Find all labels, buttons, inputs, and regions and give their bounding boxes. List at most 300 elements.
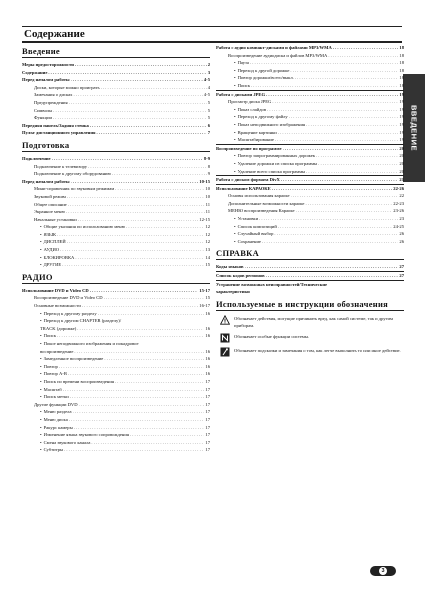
toc-entry-page: 17 <box>205 386 210 392</box>
toc-entry-label: • БЛОКИРОВКА <box>40 254 74 262</box>
toc-leader-dots <box>75 254 204 262</box>
toc-leader-dots <box>306 168 398 176</box>
toc-entry-label: • Общие указания по использованию меню <box>40 223 125 231</box>
toc-leader-dots <box>71 178 199 186</box>
toc-entry-page: 16 <box>205 348 210 354</box>
toc-entry <box>22 287 210 295</box>
toc-entry-label: Экранное меню <box>34 209 65 215</box>
toc-entry-page: 16 <box>205 325 210 331</box>
toc-entry-label: Предупреждения <box>34 99 68 105</box>
toc-entry-page: 15-17 <box>199 287 210 293</box>
toc-entry-page: 17 <box>205 447 210 453</box>
toc-entry-label: Воспроизведение DVD и Video CD <box>34 295 103 301</box>
toc-entry-label: • АУДИО <box>40 246 59 254</box>
toc-leader-dots <box>69 99 207 107</box>
toc-entry <box>22 76 210 84</box>
toc-entry-page: 17 <box>205 394 210 400</box>
toc-entry-page: 12-15 <box>199 216 210 222</box>
toc-leader-dots <box>52 155 203 163</box>
toc-leader-dots <box>115 378 204 386</box>
toc-entry-label: • Переход к другой дорожке <box>234 67 289 75</box>
toc-leader-dots <box>290 67 398 75</box>
toc-entry <box>216 215 404 223</box>
toc-entry-label: • Меню диска <box>40 416 68 424</box>
toc-leader-dots <box>266 91 398 99</box>
toc-leader-dots <box>57 332 204 340</box>
toc-entry <box>216 280 404 289</box>
toc-entry <box>22 91 210 99</box>
toc-entry <box>22 355 210 363</box>
toc-entry <box>22 122 210 130</box>
toc-leader-dots <box>69 416 205 424</box>
toc-entry <box>22 163 210 171</box>
toc-leader-dots <box>75 61 207 69</box>
toc-entry-label: • Установки <box>234 215 258 223</box>
toc-entry-page: 16 <box>205 371 210 377</box>
toc-leader-dots <box>64 446 204 454</box>
tip-icon <box>220 347 230 357</box>
toc-section <box>22 140 210 269</box>
toc-leader-dots <box>77 325 204 333</box>
toc-entry <box>22 294 210 302</box>
toc-entry-page: 27 <box>399 264 404 270</box>
toc-leader-dots <box>96 129 206 137</box>
toc-leader-dots <box>318 160 398 168</box>
toc-leader-dots <box>272 185 393 193</box>
toc-leader-dots <box>70 393 205 401</box>
toc-entry-page: 13 <box>205 247 210 253</box>
page-number-badge <box>370 566 396 576</box>
toc-leader-dots <box>73 408 205 416</box>
toc-leader-dots <box>245 263 399 271</box>
toc-leader-dots <box>251 82 398 90</box>
toc-leader-dots <box>130 431 204 439</box>
toc-entry-page: 22-23 <box>393 200 404 206</box>
toc-entry-label: • Показ слайдов <box>234 106 266 114</box>
toc-entry-page: 6 <box>207 122 210 128</box>
toc-leader-dots <box>68 370 205 378</box>
left-column <box>22 44 210 457</box>
toc-entry <box>22 69 210 77</box>
toc-entry <box>22 317 210 325</box>
toc-entry-page: 20 <box>399 153 404 159</box>
toc-entry <box>22 401 210 409</box>
toc-entry-label: • Замедленное воспроизведение <box>40 355 103 363</box>
toc-entry <box>216 263 404 271</box>
toc-entry-label: • Случайный выбор <box>234 230 273 238</box>
toc-entry-label: Дополнительные возможности караоке <box>228 200 305 206</box>
toc-entry <box>22 84 210 92</box>
toc-entry-page: 11 <box>205 201 210 207</box>
toc-entry-page: 18 <box>399 52 404 58</box>
toc-entry-label: Основы использования караоке <box>228 193 290 199</box>
toc-leader-dots <box>305 200 392 208</box>
toc-leader-dots <box>62 261 204 269</box>
toc-entry-page: 17 <box>205 432 210 438</box>
toc-entry-page: 19 <box>399 129 404 135</box>
toc-entry <box>216 106 404 114</box>
toc-entry <box>22 201 210 209</box>
toc-entry-page: 12 <box>205 231 210 237</box>
toc-leader-dots <box>112 170 207 178</box>
toc-entry-page: 18 <box>399 45 404 50</box>
toc-entry-label: • Поиск <box>40 332 56 340</box>
toc-leader-dots <box>115 185 204 193</box>
toc-leader-dots <box>104 355 204 363</box>
toc-entry-page: 19 <box>399 91 404 97</box>
toc-entry-label: • Повтор дорожки/всего/выкл. <box>234 74 294 82</box>
toc-entry-page: 18 <box>399 67 404 73</box>
toc-leader-dots <box>283 145 399 153</box>
toc-leader-dots <box>53 107 207 115</box>
toc-entry-label: • Список композиций <box>234 223 277 231</box>
toc-entry <box>216 74 404 82</box>
toc-entry <box>216 90 404 99</box>
toc-entry <box>216 184 404 193</box>
symbol-item <box>216 315 404 329</box>
toc-entry <box>22 178 210 186</box>
toc-entry <box>22 246 210 254</box>
toc-leader-dots <box>266 272 399 280</box>
toc-entry-label: • Смена звукового канала <box>40 439 90 447</box>
toc-section <box>22 46 210 137</box>
toc-entry-label: Общее описание <box>34 201 67 207</box>
toc-leader-dots <box>90 287 199 295</box>
toc-leader-dots <box>278 129 399 137</box>
toc-entry <box>216 144 404 153</box>
toc-leader-dots <box>98 310 205 318</box>
toc-entry-label: воспроизведение <box>40 348 74 354</box>
toc-entry-label: Список кодов регионов <box>216 273 265 279</box>
toc-entry <box>22 261 210 269</box>
toc-leader-dots <box>88 163 207 171</box>
toc-entry-label: Работа с аудио компакт-дисками и файлами MP3/WMA <box>216 45 332 50</box>
toc-entry-page: 24-25 <box>393 223 404 229</box>
toc-entry-label: • Показ неподвижного изображения <box>234 121 305 129</box>
header-bar <box>22 26 402 43</box>
toc-entry <box>22 310 210 318</box>
toc-entry-label: Диски, которые можно проиграть <box>34 84 100 90</box>
toc-entry-page: 10-15 <box>199 178 210 184</box>
toc-leader-dots <box>73 91 202 99</box>
symbols-list <box>216 315 404 357</box>
toc-entry <box>216 168 404 176</box>
toc-entry-label: • Удаление всего списка программы <box>234 168 305 176</box>
toc-leader-dots <box>274 230 398 238</box>
toc-entry-label: Использование КАРАОКЕ <box>216 185 271 191</box>
toc-entry-page: 19 <box>399 121 404 127</box>
symbols-section <box>216 299 404 357</box>
toc-entry-page: 17 <box>205 378 210 384</box>
toc-leader-dots <box>306 121 398 129</box>
toc-leader-dots <box>60 246 204 254</box>
section-title: Подготовка <box>22 140 210 152</box>
toc-entry-page: 26 <box>399 238 404 244</box>
toc-leader-dots <box>57 231 204 239</box>
toc-entry-label: Работа с диском формата DivX <box>216 177 280 183</box>
toc-entry-label: • Масштабирование <box>234 136 274 144</box>
page-number: 3 <box>381 568 385 574</box>
toc-leader-dots <box>66 208 205 216</box>
toc-section <box>22 272 210 454</box>
toc-leader-dots <box>316 152 398 160</box>
toc-entry-label: • Сохранение <box>234 238 261 246</box>
toc-entry <box>22 439 210 447</box>
toc-entry-page: 8-9 <box>203 155 210 161</box>
toc-leader-dots <box>101 84 207 92</box>
right-column <box>216 44 404 361</box>
toc-entry-page: 16-17 <box>199 303 210 309</box>
toc-leader-dots <box>126 223 204 231</box>
toc-entry-page: 22 <box>399 193 404 199</box>
toc-leader-dots <box>267 106 398 114</box>
toc-leader-dots <box>53 114 207 122</box>
toc-entry <box>216 207 404 215</box>
toc-entry <box>22 107 210 115</box>
toc-entry-page: 2 <box>207 62 210 67</box>
toc-entry-page: 5 <box>207 99 210 105</box>
toc-entry-page: 21 <box>399 177 404 183</box>
toc-entry-label: • Субтитры <box>40 446 63 454</box>
toc-section <box>216 44 404 245</box>
toc-entry-label: • Поиск метки <box>40 393 69 401</box>
toc-entry-page: 23 <box>399 216 404 222</box>
toc-entry-label: МЕНЮ воспроизведения Караоке <box>228 208 295 214</box>
toc-entry-page: 22-26 <box>393 185 404 191</box>
toc-entry-label: Содержание <box>22 69 48 75</box>
toc-entry-page: 19 <box>399 114 404 120</box>
toc-leader-dots <box>250 59 399 67</box>
toc-entry-label: характеристики <box>216 289 250 295</box>
toc-entry-label: Перед началом работы <box>22 77 70 83</box>
toc-entry <box>216 121 404 129</box>
toc-entry <box>216 129 404 137</box>
toc-entry-label: Начальные установки <box>34 216 77 222</box>
toc-entry <box>22 231 210 239</box>
toc-entry-label: Пульт дистанционного управления <box>22 130 96 136</box>
toc-leader-dots <box>90 122 207 130</box>
toc-entry <box>22 340 210 348</box>
toc-entry <box>216 136 404 144</box>
toc-entry-label: Работа с дисками JPEG <box>216 91 266 97</box>
toc-entry-page: 17 <box>205 401 210 407</box>
toc-entry-page: 18 <box>399 60 404 66</box>
toc-entry-label: Использование DVD и Video CD <box>22 287 89 293</box>
warning-icon <box>220 315 230 325</box>
toc-leader-dots <box>67 193 205 201</box>
toc-entry-label: • ЯЗЫК <box>40 231 56 239</box>
toc-entry-label: • ДРУГИЕ <box>40 261 61 269</box>
toc-entry-page: 12 <box>205 239 210 245</box>
toc-leader-dots <box>79 401 205 409</box>
toc-entry <box>216 160 404 168</box>
toc-entry-label: Мини-справочник по звуковым режимам <box>34 186 115 192</box>
toc-entry <box>22 170 210 178</box>
page-number-circle <box>379 567 387 575</box>
toc-leader-dots <box>67 238 205 246</box>
toc-entry-page: 14 <box>205 254 210 260</box>
toc-entry <box>216 59 404 67</box>
toc-entry-label: Воспроизведение по программе <box>216 145 282 151</box>
toc-leader-dots <box>289 113 399 121</box>
toc-entry-label: Устранение возможных неисправностей/Технические <box>216 281 328 287</box>
toc-entry-page: 7 <box>207 130 210 136</box>
toc-entry <box>22 193 210 201</box>
toc-entry <box>216 192 404 200</box>
toc-entry-label: • Ракурс камеры <box>40 424 73 432</box>
toc-entry-page: 27 <box>399 273 404 279</box>
note-icon <box>220 333 230 343</box>
toc-entry-page: 18 <box>399 75 404 81</box>
section-title: РАДИО <box>22 272 210 284</box>
toc-leader-dots <box>278 223 392 231</box>
toc-entry <box>216 98 404 106</box>
toc-entry-page: 16 <box>205 310 210 316</box>
toc-leader-dots <box>91 439 204 447</box>
toc-entry-page: 19 <box>399 137 404 143</box>
toc-leader-dots <box>59 363 205 371</box>
page-title: Содержание <box>24 28 85 40</box>
toc-entry <box>22 332 210 340</box>
toc-entry <box>22 325 210 333</box>
toc-entry-page: 10 <box>205 193 210 199</box>
side-tab-label: ВВЕДЕНИЕ <box>409 105 419 151</box>
toc-entry-page: 19 <box>399 99 404 105</box>
toc-entry <box>22 393 210 401</box>
toc-entry-page: 19 <box>399 106 404 112</box>
toc-entry <box>22 114 210 122</box>
toc-entry-page: 20 <box>399 168 404 174</box>
toc-entry-page: 9 <box>207 171 210 177</box>
toc-entry <box>216 44 404 52</box>
toc-entry-label: Воспроизведение аудиодиска и файлов MP3/WMA <box>228 52 328 58</box>
toc-entry <box>22 254 210 262</box>
toc-leader-dots <box>262 238 398 246</box>
toc-entry-page: 10 <box>205 186 210 192</box>
symbol-description: Обозначает особые функции системы. <box>234 333 310 339</box>
toc-entry-page: 18 <box>399 82 404 88</box>
symbols-title: Используемые в инструкции обозначения <box>216 299 404 311</box>
toc-leader-dots <box>291 192 399 200</box>
toc-entry-label: Подключение к другому оборудованию <box>34 171 111 177</box>
toc-leader-dots <box>63 386 205 394</box>
toc-entry-page: 5 <box>207 115 210 121</box>
toc-leader-dots <box>281 176 399 184</box>
toc-leader-dots <box>333 44 399 52</box>
toc-entry-label: • Пауза <box>234 59 249 67</box>
toc-entry-label: • Изменение языка звукового сопровождения <box>40 431 129 439</box>
toc-entry <box>216 200 404 208</box>
toc-entry-label: • Повтор запрограммированных дорожек <box>234 152 315 160</box>
toc-entry <box>216 52 404 60</box>
toc-entry-label: Подключение <box>22 155 51 161</box>
toc-entry-page: 16 <box>205 356 210 362</box>
toc-entry-label: • Вращение картинки <box>234 129 277 137</box>
toc-entry-label: Передняя панель/Задняя стенка <box>22 122 89 128</box>
toc-leader-dots <box>48 69 206 77</box>
toc-entry <box>216 175 404 184</box>
toc-entry-page: 11 <box>205 209 210 215</box>
toc-entry <box>22 363 210 371</box>
toc-entry-page: 16 <box>205 363 210 369</box>
toc-leader-dots <box>296 207 393 215</box>
toc-entry-label: Звуковой режим <box>34 193 66 199</box>
toc-entry <box>216 223 404 231</box>
toc-entry-page: 4-5 <box>203 92 210 98</box>
toc-entry-label: Замечания о дисках <box>34 92 73 98</box>
toc-leader-dots <box>74 424 205 432</box>
toc-entry-label: • Переход к другим CHAPTER (разделу)/ <box>40 317 121 325</box>
toc-entry-label: • Переход к другому файлу <box>234 113 288 121</box>
toc-entry-label: Подключение к телевизору <box>34 163 88 169</box>
toc-leader-dots <box>68 201 205 209</box>
section-title: СПРАВКА <box>216 248 404 260</box>
toc-entry <box>22 378 210 386</box>
toc-entry-page: 5 <box>207 107 210 113</box>
toc-entry <box>216 288 404 296</box>
toc-entry <box>216 230 404 238</box>
toc-entry <box>22 431 210 439</box>
toc-leader-dots <box>74 348 204 356</box>
toc-entry <box>22 416 210 424</box>
toc-entry-page: 23-26 <box>393 208 404 214</box>
toc-entry <box>216 238 404 246</box>
toc-entry <box>22 424 210 432</box>
toc-entry-page: 12 <box>205 224 210 230</box>
toc-entry-page: 4-5 <box>203 77 210 83</box>
toc-entry <box>22 216 210 224</box>
toc-entry-page: 17 <box>205 424 210 430</box>
symbol-description: Обозначает действия, могущие причинить вред, как самой системе, так и другим приборам. <box>234 315 393 328</box>
toc-entry-page: 8 <box>207 163 210 169</box>
toc-entry <box>22 155 210 163</box>
toc-entry <box>216 271 404 280</box>
toc-entry-label: • Масштаб <box>40 386 62 394</box>
toc-entry-label: Меры предосторожности <box>22 62 74 67</box>
toc-entry-page: 17 <box>205 416 210 422</box>
toc-entry-page: 26 <box>399 231 404 237</box>
toc-entry-label: Перед началом работы <box>22 178 70 184</box>
toc-leader-dots <box>71 76 203 84</box>
toc-entry-page: 4 <box>207 84 210 90</box>
toc-entry-label: • Повтор <box>40 363 58 371</box>
toc-leader-dots <box>272 98 398 106</box>
toc-entry <box>22 185 210 193</box>
toc-leader-dots <box>82 302 198 310</box>
toc-entry <box>22 370 210 378</box>
toc-entry-page: 15 <box>205 262 210 268</box>
toc-entry-page: 20 <box>399 145 404 151</box>
toc-entry-label: • Поиск <box>234 82 250 90</box>
toc-entry-label: Символы <box>34 107 53 113</box>
symbol-item <box>216 347 404 357</box>
toc-entry-page: 15 <box>205 295 210 301</box>
toc-leader-dots <box>259 215 398 223</box>
toc-entry <box>22 348 210 356</box>
toc-leader-dots <box>104 294 205 302</box>
toc-entry <box>22 408 210 416</box>
toc-entry <box>22 99 210 107</box>
toc-entry-page: 16 <box>205 333 210 339</box>
toc-entry <box>22 129 210 137</box>
toc-leader-dots <box>78 216 199 224</box>
toc-entry-label: TRACK (дорожке) <box>40 325 77 331</box>
symbol-item <box>216 333 404 343</box>
toc-entry <box>216 113 404 121</box>
toc-entry <box>22 446 210 454</box>
section-title: Введение <box>22 46 210 58</box>
toc-entry-label: • Переход к другому разделу <box>40 310 97 318</box>
